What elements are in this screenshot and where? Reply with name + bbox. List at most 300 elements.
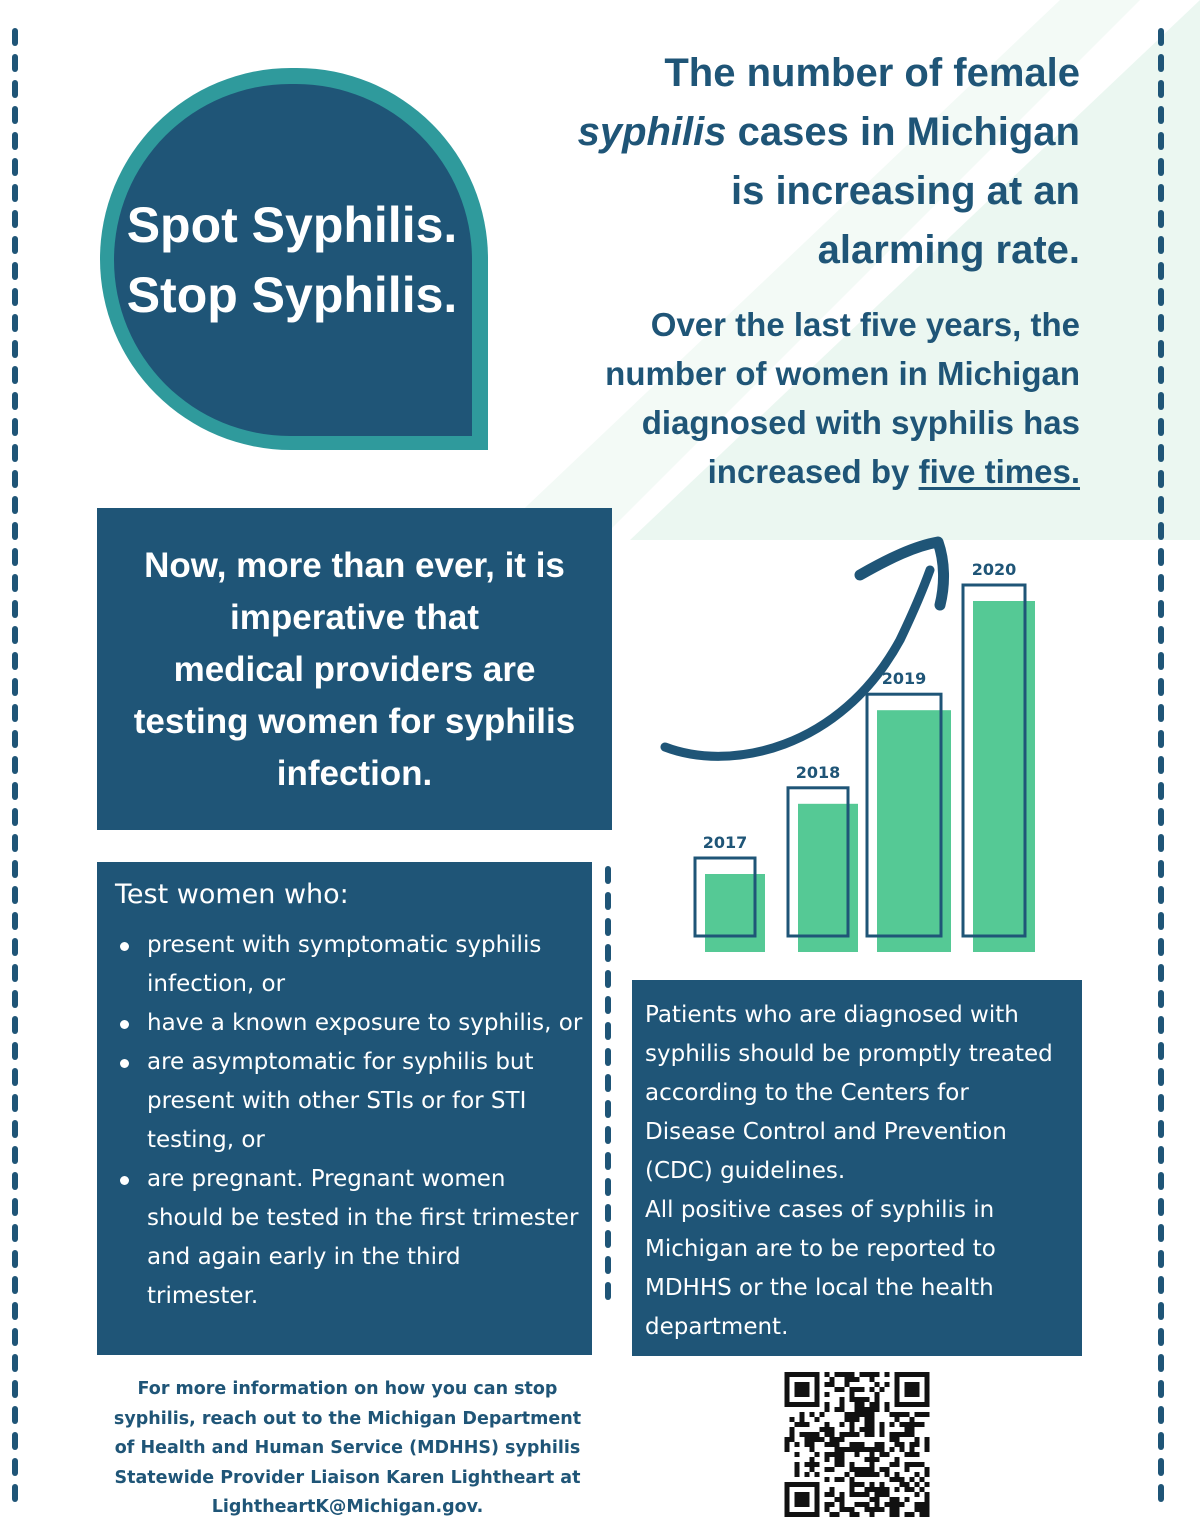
qr-module xyxy=(905,1467,910,1472)
dash-segment xyxy=(12,730,18,748)
qr-module xyxy=(895,1417,900,1422)
qr-module xyxy=(860,1387,865,1392)
dash-segment xyxy=(1158,392,1164,410)
qr-module xyxy=(845,1372,850,1377)
qr-module xyxy=(825,1402,830,1407)
dash-segment xyxy=(12,1146,18,1164)
dash-segment xyxy=(12,28,18,46)
qr-module xyxy=(815,1437,820,1442)
qr-module xyxy=(815,1452,820,1457)
qr-module xyxy=(875,1442,880,1447)
qr-module xyxy=(840,1437,845,1442)
list-item-text: trimester. xyxy=(147,1283,259,1309)
qr-module xyxy=(820,1437,825,1442)
dash-segment xyxy=(12,886,18,904)
qr-module xyxy=(915,1452,920,1457)
callout-line-2: imperative that xyxy=(230,598,479,637)
qr-module xyxy=(865,1432,870,1437)
qr-module xyxy=(870,1422,875,1427)
qr-module xyxy=(860,1402,865,1407)
dash-segment xyxy=(12,470,18,488)
qr-module xyxy=(855,1397,860,1402)
headline-line-1: The number of female xyxy=(664,51,1080,95)
qr-module xyxy=(850,1482,855,1487)
qr-module xyxy=(840,1447,845,1452)
qr-module xyxy=(865,1407,870,1412)
treatment-line: (CDC) guidelines. xyxy=(645,1158,846,1184)
qr-module xyxy=(840,1372,845,1377)
qr-module xyxy=(840,1407,845,1412)
dash-segment xyxy=(12,80,18,98)
qr-module xyxy=(875,1447,880,1452)
qr-module xyxy=(855,1467,860,1472)
qr-module xyxy=(875,1487,880,1492)
dash-segment xyxy=(12,1302,18,1320)
qr-module xyxy=(875,1502,880,1507)
dash-segment xyxy=(1158,470,1164,488)
qr-module xyxy=(900,1477,905,1482)
dash-segment xyxy=(1158,1432,1164,1450)
qr-module xyxy=(810,1432,815,1437)
qr-module xyxy=(835,1387,840,1392)
qr-module xyxy=(895,1487,900,1492)
dash-segment xyxy=(1158,262,1164,280)
qr-module xyxy=(905,1487,910,1492)
dash-segment xyxy=(12,600,18,618)
qr-module xyxy=(840,1387,845,1392)
dash-segment xyxy=(1158,1068,1164,1086)
qr-module xyxy=(840,1422,845,1427)
qr-module xyxy=(805,1437,810,1442)
dash-segment xyxy=(1158,444,1164,462)
qr-module xyxy=(890,1412,895,1417)
qr-module xyxy=(905,1512,910,1517)
qr-module xyxy=(895,1497,900,1502)
qr-module xyxy=(850,1442,855,1447)
qr-module xyxy=(870,1452,875,1457)
qr-module xyxy=(925,1472,930,1477)
qr-module xyxy=(870,1467,875,1472)
qr-module xyxy=(925,1442,930,1447)
qr-module xyxy=(905,1412,910,1417)
headline-line-4: alarming rate. xyxy=(817,228,1080,272)
qr-module xyxy=(870,1457,875,1462)
dash-segment xyxy=(12,1484,18,1502)
qr-module xyxy=(920,1507,925,1512)
qr-module xyxy=(825,1507,830,1512)
qr-module xyxy=(920,1487,925,1492)
qr-module xyxy=(885,1467,890,1472)
qr-module xyxy=(880,1482,885,1487)
dash-segment xyxy=(1158,132,1164,150)
qr-module xyxy=(925,1437,930,1442)
dash-segment xyxy=(605,1100,611,1118)
dash-segment xyxy=(12,964,18,982)
qr-module xyxy=(845,1417,850,1422)
qr-module xyxy=(910,1462,915,1467)
qr-module xyxy=(840,1402,845,1407)
qr-module xyxy=(810,1437,815,1442)
headline-line-2-rest: cases in Michigan xyxy=(726,110,1080,154)
qr-module xyxy=(865,1507,870,1512)
qr-module xyxy=(875,1497,880,1502)
qr-module xyxy=(840,1477,845,1482)
dash-segment xyxy=(12,210,18,228)
dash-segment xyxy=(12,990,18,1008)
qr-module xyxy=(845,1382,850,1387)
qr-module xyxy=(790,1417,795,1422)
dash-segment xyxy=(605,1204,611,1222)
headline-emphasis: syphilis xyxy=(577,110,727,154)
qr-module xyxy=(795,1452,800,1457)
qr-module xyxy=(915,1422,920,1427)
qr-module xyxy=(890,1462,895,1467)
qr-module xyxy=(880,1387,885,1392)
dash-segment xyxy=(12,1094,18,1112)
qr-finder xyxy=(795,1382,810,1397)
dash-segment xyxy=(12,54,18,72)
qr-module xyxy=(815,1472,820,1477)
qr-module xyxy=(870,1417,875,1422)
qr-module xyxy=(895,1512,900,1517)
qr-module xyxy=(870,1512,875,1517)
dash-segment xyxy=(1158,964,1164,982)
qr-module xyxy=(825,1407,830,1412)
dash-segment xyxy=(1158,1354,1164,1372)
dash-segment xyxy=(1158,1458,1164,1476)
qr-module xyxy=(865,1447,870,1452)
qr-module xyxy=(850,1462,855,1467)
dash-segment xyxy=(605,1048,611,1066)
qr-module xyxy=(880,1492,885,1497)
qr-module xyxy=(845,1472,850,1477)
treatment-line: Disease Control and Prevention xyxy=(645,1119,1007,1145)
contact-email[interactable]: LightheartK@Michigan.gov. xyxy=(211,1497,484,1517)
dash-segment xyxy=(12,340,18,358)
qr-module xyxy=(850,1432,855,1437)
qr-module xyxy=(860,1447,865,1452)
five-times-emphasis: five times. xyxy=(918,453,1080,490)
qr-module xyxy=(880,1507,885,1512)
qr-module xyxy=(830,1437,835,1442)
list-item xyxy=(147,926,597,1004)
dash-segment xyxy=(1158,626,1164,644)
qr-module xyxy=(885,1407,890,1412)
dash-segment xyxy=(605,892,611,910)
dash-segment xyxy=(1158,314,1164,332)
qr-module xyxy=(890,1497,895,1502)
dash-segment xyxy=(605,1126,611,1144)
slogan-line-1: Spot Syphilis. xyxy=(126,197,458,253)
list-item-text: and again early in the third xyxy=(147,1244,461,1270)
qr-module xyxy=(860,1467,865,1472)
qr-module xyxy=(910,1417,915,1422)
qr-module xyxy=(855,1482,860,1487)
qr-module xyxy=(830,1377,835,1382)
qr-module xyxy=(905,1427,910,1432)
dash-segment xyxy=(12,1250,18,1268)
qr-module xyxy=(840,1497,845,1502)
qr-module xyxy=(905,1497,910,1502)
qr-module xyxy=(870,1462,875,1467)
qr-module xyxy=(830,1492,835,1497)
dash-segment xyxy=(1158,1302,1164,1320)
qr-module xyxy=(850,1392,855,1397)
qr-module xyxy=(855,1442,860,1447)
dash-segment xyxy=(1158,1484,1164,1502)
dash-segment xyxy=(12,678,18,696)
qr-module xyxy=(865,1427,870,1432)
qr-module xyxy=(835,1407,840,1412)
qr-module xyxy=(890,1437,895,1442)
qr-module xyxy=(870,1412,875,1417)
qr-module xyxy=(850,1447,855,1452)
qr-module xyxy=(840,1432,845,1437)
treatment-line: Michigan are to be reported to xyxy=(645,1236,996,1262)
qr-module xyxy=(845,1377,850,1382)
qr-module xyxy=(920,1477,925,1482)
dash-segment xyxy=(1158,1250,1164,1268)
qr-module xyxy=(840,1462,845,1467)
callout-line-4: testing women for syphilis xyxy=(133,702,576,741)
dash-segment xyxy=(12,1016,18,1034)
testing-criteria-list xyxy=(147,926,597,1316)
qr-module xyxy=(835,1372,840,1377)
qr-module xyxy=(875,1407,880,1412)
dash-segment xyxy=(12,1380,18,1398)
dash-segment xyxy=(12,548,18,566)
qr-module xyxy=(885,1402,890,1407)
qr-module xyxy=(870,1447,875,1452)
dash-segment xyxy=(1158,652,1164,670)
qr-module xyxy=(825,1427,830,1432)
qr-module xyxy=(925,1497,930,1502)
callout-line-1: Now, more than ever, it is xyxy=(144,546,565,585)
qr-module xyxy=(925,1492,930,1497)
dash-segment xyxy=(1158,1120,1164,1138)
qr-module xyxy=(890,1432,895,1437)
dash-segment xyxy=(12,288,18,306)
qr-module xyxy=(845,1447,850,1452)
qr-module xyxy=(830,1382,835,1387)
qr-module xyxy=(825,1382,830,1387)
qr-module xyxy=(850,1417,855,1422)
dash-segment xyxy=(1158,548,1164,566)
bar-label-2020: 2020 xyxy=(971,560,1017,579)
qr-module xyxy=(825,1392,830,1397)
qr-module xyxy=(860,1397,865,1402)
dash-segment xyxy=(1158,678,1164,696)
qr-module xyxy=(790,1427,795,1432)
qr-module xyxy=(920,1462,925,1467)
dash-segment xyxy=(1158,366,1164,384)
dash-segment xyxy=(12,574,18,592)
dash-segment xyxy=(605,1230,611,1248)
qr-module xyxy=(830,1432,835,1437)
qr-module xyxy=(825,1467,830,1472)
qr-finder xyxy=(905,1382,920,1397)
qr-module xyxy=(885,1452,890,1457)
qr-module xyxy=(895,1437,900,1442)
qr-module xyxy=(785,1442,790,1447)
qr-module xyxy=(835,1477,840,1482)
dash-segment xyxy=(12,912,18,930)
qr-module xyxy=(795,1472,800,1477)
qr-module xyxy=(925,1467,930,1472)
qr-module xyxy=(870,1377,875,1382)
dash-segment xyxy=(12,1042,18,1060)
qr-module xyxy=(825,1432,830,1437)
qr-module xyxy=(855,1502,860,1507)
qr-module xyxy=(810,1457,815,1462)
qr-module xyxy=(885,1502,890,1507)
dash-segment xyxy=(605,970,611,988)
dash-segment xyxy=(12,106,18,124)
qr-module xyxy=(900,1442,905,1447)
qr-module xyxy=(810,1462,815,1467)
qr-module xyxy=(855,1402,860,1407)
qr-module xyxy=(865,1467,870,1472)
dash-segment xyxy=(12,756,18,774)
contact-line: syphilis, reach out to the Michigan Department xyxy=(113,1408,582,1429)
list-item xyxy=(147,1004,597,1043)
qr-module xyxy=(785,1447,790,1452)
dash-segment xyxy=(1158,756,1164,774)
qr-module xyxy=(830,1427,835,1432)
dash-segment xyxy=(1158,158,1164,176)
treatment-line: MDHHS or the local the health xyxy=(645,1275,994,1301)
qr-module xyxy=(825,1372,830,1377)
qr-module xyxy=(890,1422,895,1427)
dash-segment xyxy=(1158,938,1164,956)
qr-module xyxy=(865,1457,870,1462)
qr-module xyxy=(870,1432,875,1437)
qr-module xyxy=(910,1447,915,1452)
qr-module xyxy=(785,1437,790,1442)
qr-module xyxy=(830,1442,835,1447)
qr-module xyxy=(900,1432,905,1437)
treatment-line: syphilis should be promptly treated xyxy=(645,1041,1053,1067)
qr-module xyxy=(855,1432,860,1437)
dash-segment xyxy=(1158,808,1164,826)
treatment-info-text xyxy=(645,996,1075,1347)
qr-module xyxy=(830,1502,835,1507)
qr-module xyxy=(845,1507,850,1512)
qr-module xyxy=(905,1462,910,1467)
qr-module xyxy=(825,1422,830,1427)
qr-module xyxy=(925,1502,930,1507)
dash-segment xyxy=(12,1406,18,1424)
qr-module xyxy=(850,1487,855,1492)
subheadline xyxy=(520,300,1080,496)
qr-module xyxy=(815,1432,820,1437)
dash-segment xyxy=(12,418,18,436)
qr-module xyxy=(860,1407,865,1412)
qr-module xyxy=(850,1467,855,1472)
dash-segment xyxy=(12,132,18,150)
qr-code[interactable] xyxy=(782,1372,932,1517)
contact-line: of Health and Human Service (MDHHS) syphilis xyxy=(114,1438,581,1458)
qr-module xyxy=(850,1477,855,1482)
qr-module xyxy=(915,1462,920,1467)
subhead-line-4 xyxy=(520,447,1080,496)
qr-module xyxy=(840,1492,845,1497)
qr-module xyxy=(875,1402,880,1407)
dash-segment xyxy=(605,1256,611,1274)
qr-module xyxy=(850,1412,855,1417)
qr-module xyxy=(875,1372,880,1377)
qr-module xyxy=(875,1397,880,1402)
qr-module xyxy=(825,1442,830,1447)
qr-module xyxy=(910,1487,915,1492)
qr-module xyxy=(810,1447,815,1452)
left-dashed-border xyxy=(12,28,18,1513)
dash-segment xyxy=(12,782,18,800)
qr-module xyxy=(870,1387,875,1392)
qr-module xyxy=(910,1477,915,1482)
qr-module xyxy=(835,1512,840,1517)
qr-module xyxy=(815,1417,820,1422)
qr-module xyxy=(825,1502,830,1507)
qr-module xyxy=(870,1507,875,1512)
qr-module xyxy=(840,1397,845,1402)
qr-module xyxy=(865,1487,870,1492)
dash-segment xyxy=(12,522,18,540)
dash-segment xyxy=(12,1068,18,1086)
qr-module xyxy=(840,1452,845,1457)
dash-segment xyxy=(1158,418,1164,436)
dash-segment xyxy=(12,158,18,176)
qr-module xyxy=(905,1482,910,1487)
qr-module xyxy=(855,1387,860,1392)
headline xyxy=(530,44,1080,280)
dash-segment xyxy=(12,366,18,384)
dash-segment xyxy=(12,1354,18,1372)
dash-segment xyxy=(12,808,18,826)
qr-module xyxy=(865,1412,870,1417)
qr-module xyxy=(865,1417,870,1422)
qr-module xyxy=(925,1507,930,1512)
dash-segment xyxy=(12,1328,18,1346)
dash-segment xyxy=(12,626,18,644)
contact-info xyxy=(90,1375,605,1523)
qr-module xyxy=(825,1477,830,1482)
qr-module xyxy=(920,1412,925,1417)
qr-module xyxy=(855,1412,860,1417)
qr-module xyxy=(850,1507,855,1512)
qr-module xyxy=(895,1457,900,1462)
qr-module xyxy=(850,1387,855,1392)
dash-segment xyxy=(1158,236,1164,254)
middle-dashed-divider xyxy=(605,866,611,1306)
qr-module xyxy=(850,1397,855,1402)
qr-module xyxy=(880,1422,885,1427)
dash-segment xyxy=(1158,860,1164,878)
qr-module xyxy=(895,1477,900,1482)
dash-segment xyxy=(12,938,18,956)
qr-module xyxy=(830,1512,835,1517)
qr-module xyxy=(880,1427,885,1432)
dash-segment xyxy=(1158,730,1164,748)
qr-module xyxy=(880,1467,885,1472)
qr-module xyxy=(825,1492,830,1497)
qr-module xyxy=(900,1412,905,1417)
qr-module xyxy=(910,1432,915,1437)
list-item-text: are asymptomatic for syphilis but xyxy=(147,1049,534,1075)
qr-module xyxy=(870,1497,875,1502)
qr-module xyxy=(805,1432,810,1437)
qr-module xyxy=(835,1457,840,1462)
